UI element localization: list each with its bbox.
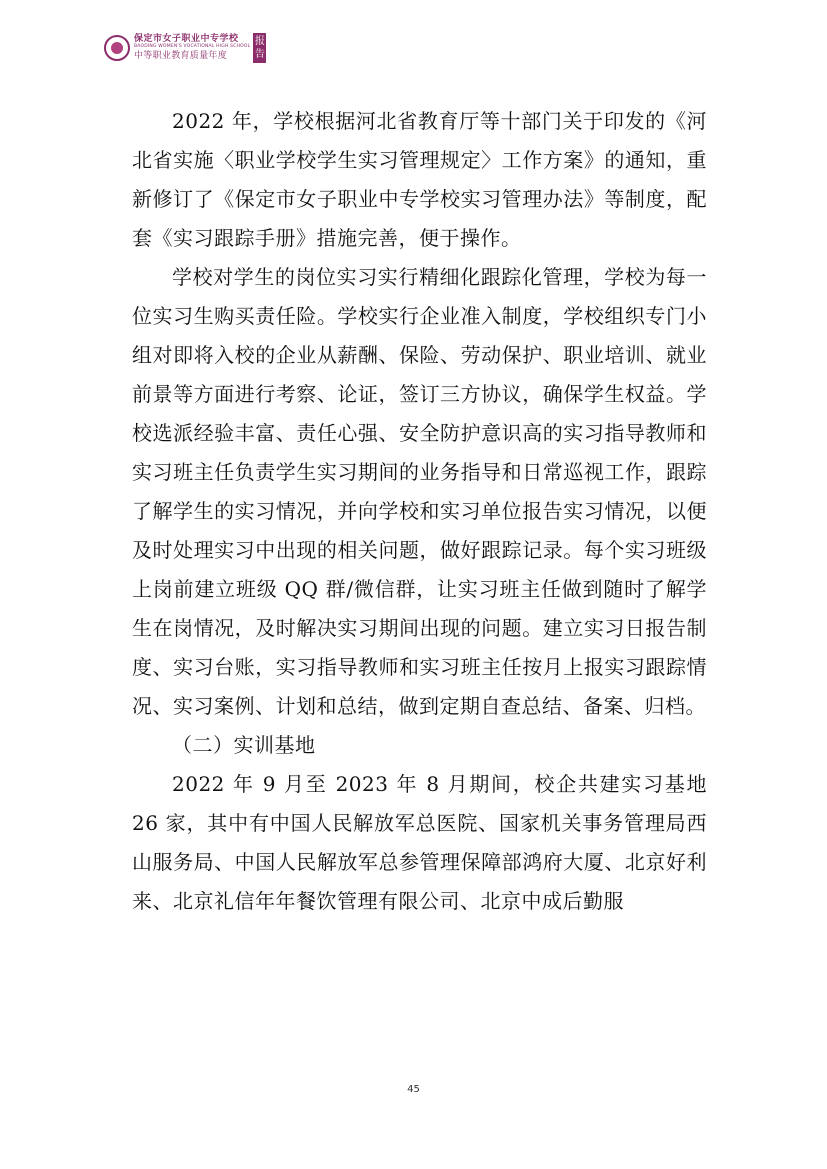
- section-heading: （二）实训基地: [172, 733, 316, 757]
- page-number: 45: [407, 1084, 420, 1095]
- page-header: [104, 30, 266, 66]
- header-text: [134, 35, 250, 61]
- school-name: 保定市女子职业中专学校: [134, 34, 239, 45]
- paragraph-training-bases: 2022 年 9 月至 2023 年 8 月期间，校企共建实习基地 26 家，其中有中国人民解放军总医院、国家机关事务管理局西山服务局、中国人民解放军总参管理保障部鸿府大厦、北京好利来、北京礼信年年餐饮管理有限公司、北京中成后勤服: [132, 772, 707, 913]
- report-title: 中等职业教育质量年度: [134, 50, 228, 61]
- report-badge: [253, 33, 266, 63]
- badge-char-1: 报: [254, 36, 265, 47]
- badge-char-2: 告: [254, 49, 265, 60]
- document-body: [132, 102, 707, 921]
- school-name-en: BAODING WOMEN'S VOCATIONAL HIGH SCHOOL: [134, 44, 251, 50]
- paragraph-internship-management: 学校对学生的岗位实习实行精细化跟踪化管理，学校为每一位实习生购买责任险。学校实行企业准入制度，学校组织专门小组对即将入校的企业从薪酬、保险、劳动保护、职业培训、就业前景等方面进行考察、论证，签订三方协议，确保学生权益。学校选派经验丰富、责任心强、安全防护意识高的实习指导教师和实习班主任负责学生实习期间的业务指导和日常巡视工作，跟踪了解学生的实习情况，并向学校和实习单位报告实习情况，以便及时处理实习中出现的相关问题，做好跟踪记录。每个实习班级上岗前建立班级 QQ 群/微信群，让实习班主任做到随时了解学生在岗情况，及时解决实习期间出现的问题。建立实习日报告制度、实习台账，实习指导教师和实习班主任按月上报实习跟踪情况、实习案例、计划和总结，做到定期自查总结、备案、归档。: [132, 265, 707, 718]
- school-logo-icon: [104, 35, 130, 61]
- paragraph-internship-regulations: 2022 年，学校根据河北省教育厅等十部门关于印发的《河北省实施〈职业学校学生实习管理规定〉工作方案》的通知，重新修订了《保定市女子职业中专学校实习管理办法》等制度，配套《实习跟踪手册》措施完善，便于操作。: [132, 109, 707, 250]
